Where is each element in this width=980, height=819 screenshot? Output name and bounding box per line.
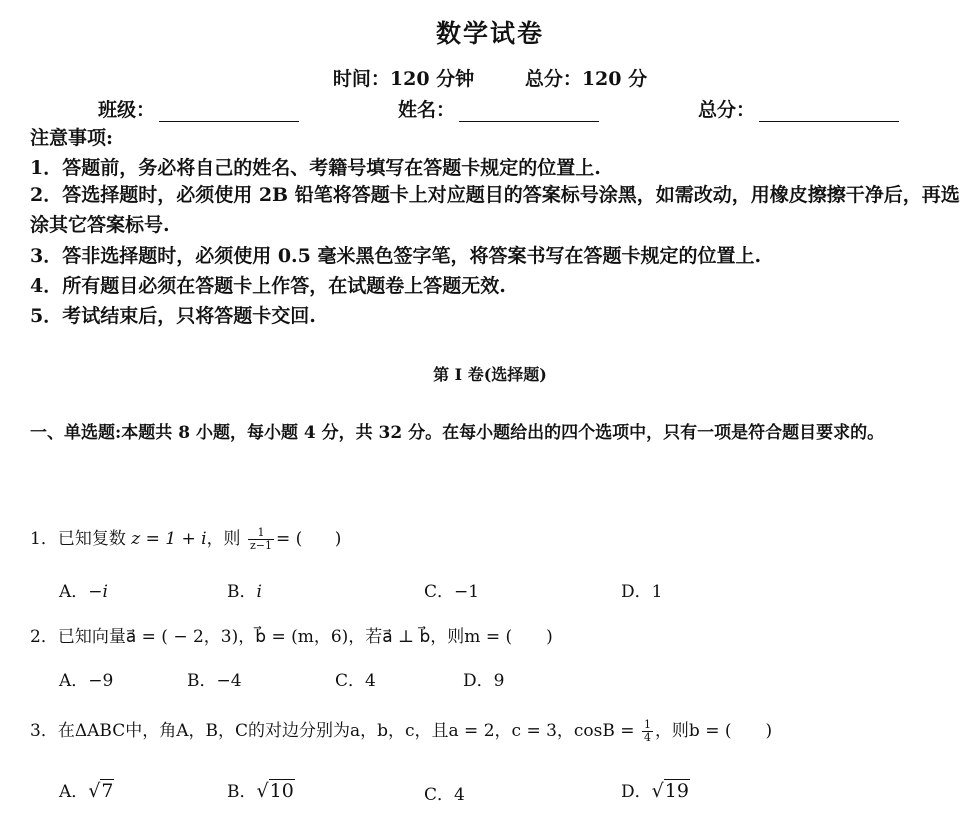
question-2 bbox=[30, 622, 553, 647]
option-value: −1 bbox=[454, 582, 480, 602]
option-a[interactable] bbox=[59, 777, 114, 802]
question-1 bbox=[30, 524, 341, 552]
name-blank[interactable] bbox=[459, 103, 599, 122]
option-d[interactable] bbox=[463, 666, 504, 691]
notice-item: 3．答非选择题时，必须使用 0.5 毫米黑色签字笔，将答案书写在答题卡规定的位置上. bbox=[30, 245, 762, 267]
fraction-numerator: 1 bbox=[643, 718, 651, 731]
sqrt-symbol: √10 bbox=[256, 780, 294, 802]
option-d[interactable] bbox=[621, 577, 662, 602]
notice-item: 5．考试结束后，只将答题卡交回. bbox=[30, 305, 316, 327]
option-label: D． bbox=[463, 671, 494, 691]
option-value: 7 bbox=[101, 780, 114, 802]
fraction bbox=[248, 527, 274, 552]
option-label: D． bbox=[621, 582, 652, 602]
option-label: D． bbox=[621, 782, 652, 802]
option-value: 4 bbox=[365, 671, 376, 691]
class-blank[interactable] bbox=[159, 103, 299, 122]
option-label: C． bbox=[335, 671, 366, 691]
notice-item: 2．答选择题时，必须使用 2B 铅笔将答题卡上对应题目的答案标号涂黑，如需改动，用橡皮擦擦干净后，再选涂其它答案标号. bbox=[30, 184, 960, 236]
option-b[interactable] bbox=[227, 577, 262, 602]
question-number: 2． bbox=[30, 627, 58, 647]
class-field bbox=[98, 95, 299, 122]
option-a[interactable] bbox=[59, 577, 108, 602]
option-b[interactable] bbox=[227, 777, 295, 802]
option-value: 4 bbox=[454, 785, 465, 805]
fraction-numerator: 1 bbox=[248, 527, 274, 540]
fraction bbox=[642, 719, 653, 744]
option-value: i bbox=[256, 582, 262, 602]
option-label: A． bbox=[59, 782, 89, 802]
question-number: 3． bbox=[30, 721, 58, 741]
option-value: 9 bbox=[493, 671, 505, 691]
option-value: 1 bbox=[651, 582, 663, 602]
exam-total-score: 总分：120 分 bbox=[524, 68, 648, 90]
notice-item: 4．所有题目必须在答题卡上作答，在试题卷上答题无效. bbox=[30, 275, 506, 297]
option-c[interactable] bbox=[424, 577, 479, 602]
score-field bbox=[698, 95, 899, 122]
section-title: 第 I 卷(选择题) bbox=[433, 365, 547, 384]
sqrt-symbol: √19 bbox=[651, 780, 689, 802]
option-label: A． bbox=[59, 671, 89, 691]
option-c[interactable] bbox=[335, 666, 376, 691]
option-label: B． bbox=[227, 782, 257, 802]
question-math: z = 1 + i bbox=[131, 529, 207, 549]
question-stem: ，则b = ( ) bbox=[654, 721, 773, 741]
question-stem: 已知复数 bbox=[57, 529, 126, 549]
option-value: −4 bbox=[216, 671, 242, 691]
question-stem: 在ΔABC中，角A，B，C的对边分别为a，b，c，且a = 2，c = 3，cosB = bbox=[57, 721, 635, 741]
question-number: 1． bbox=[30, 529, 58, 549]
option-value: 19 bbox=[664, 780, 689, 802]
part-title: 一、单选题:本题共 8 小题，每小题 4 分，共 32 分。在每小题给出的四个选项中，只有一项是符合题目要求的。 bbox=[30, 423, 885, 443]
question-3 bbox=[30, 716, 772, 744]
fraction-denominator: z−1 bbox=[249, 539, 272, 552]
option-value: −i bbox=[88, 582, 108, 602]
option-label: A． bbox=[59, 582, 89, 602]
notice-item: 1．答题前，务必将自己的姓名、考籍号填写在答题卡规定的位置上. bbox=[30, 157, 601, 179]
option-label: C． bbox=[424, 582, 455, 602]
option-a[interactable] bbox=[59, 666, 113, 691]
name-label: 姓名： bbox=[398, 99, 456, 121]
option-label: C． bbox=[424, 785, 455, 805]
option-d[interactable] bbox=[621, 777, 690, 802]
exam-time-score bbox=[0, 64, 980, 91]
score-label: 总分： bbox=[698, 99, 756, 121]
sqrt-symbol: √7 bbox=[88, 780, 114, 802]
fraction-denominator: 4 bbox=[643, 731, 651, 744]
question-stem: 已知向量a⃗ = ( − 2，3)，b⃗ = (m，6)，若a⃗ ⊥ b⃗，则m = ( ) bbox=[57, 627, 553, 647]
exam-time: 时间：120 分钟 bbox=[332, 68, 475, 90]
score-blank[interactable] bbox=[759, 103, 899, 122]
name-field bbox=[398, 95, 599, 122]
question-stem: = ( bbox=[275, 529, 303, 549]
option-value: 10 bbox=[269, 780, 294, 802]
exam-title: 数学试卷 bbox=[435, 19, 544, 48]
option-b[interactable] bbox=[187, 666, 242, 691]
class-label: 班级： bbox=[98, 99, 156, 121]
option-label: B． bbox=[187, 671, 217, 691]
question-stem: ) bbox=[334, 529, 342, 549]
notice-title: 注意事项: bbox=[30, 127, 114, 149]
question-stem: ，则 bbox=[206, 529, 241, 549]
option-c[interactable] bbox=[424, 780, 465, 805]
option-value: −9 bbox=[88, 671, 114, 691]
option-label: B． bbox=[227, 582, 257, 602]
